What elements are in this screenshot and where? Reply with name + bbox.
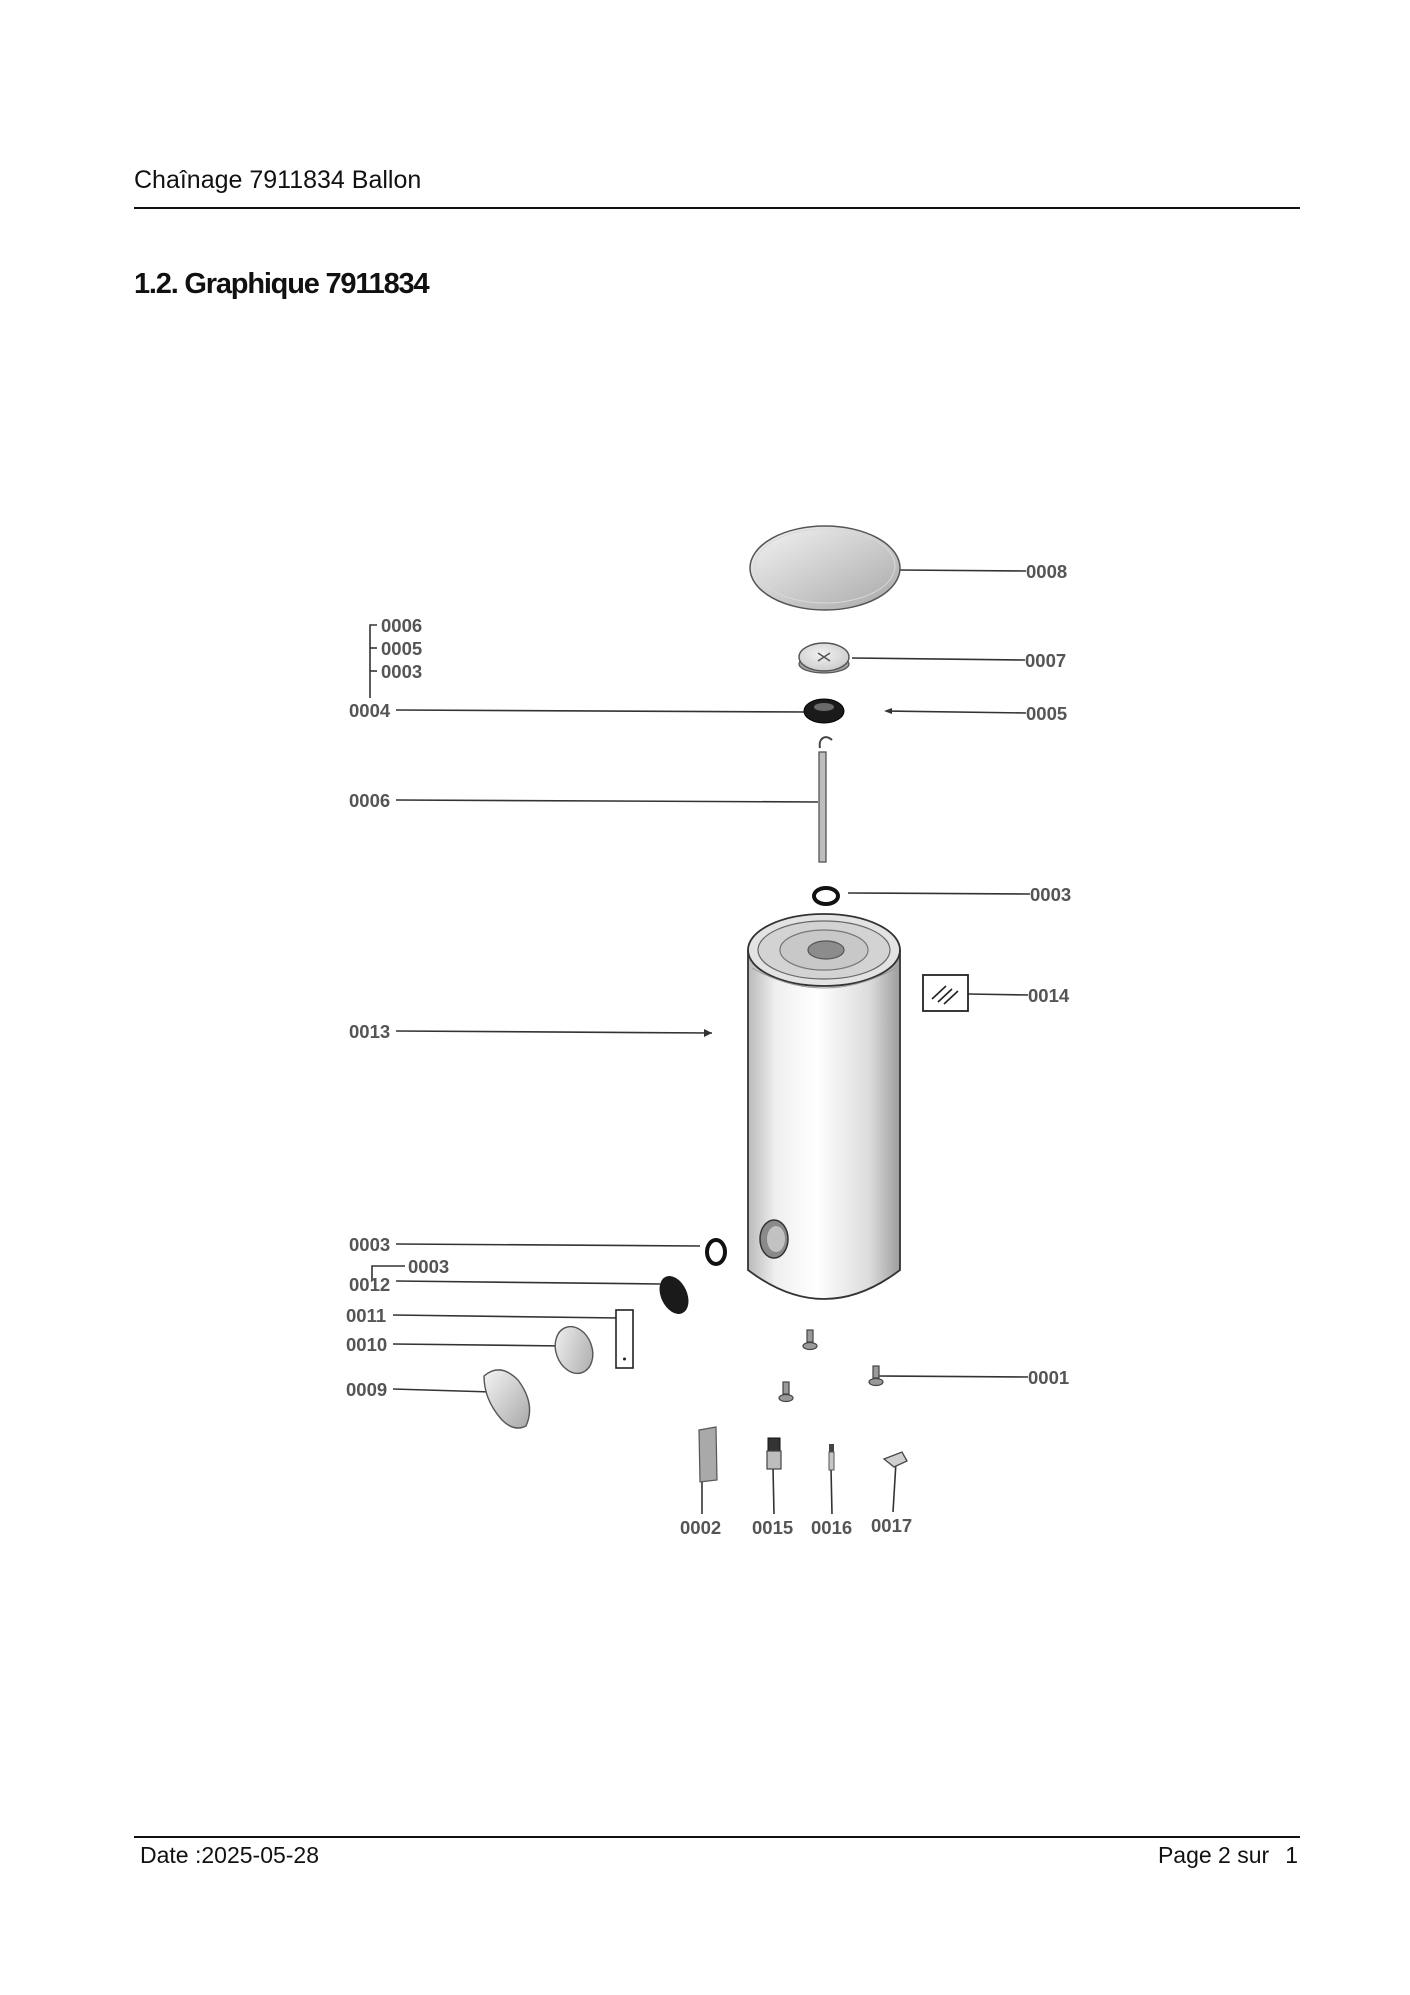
part-oring-top (814, 888, 838, 904)
part-gasket-black (804, 699, 844, 723)
callout-0008: 0008 (1026, 561, 1068, 582)
callout-0006-left: 0006 (349, 790, 391, 811)
section-heading: 1.2. Graphique 7911834 (134, 268, 429, 300)
part-probe (829, 1444, 834, 1470)
part-anode-cap (799, 643, 849, 673)
page-total: 1 (1285, 1842, 1298, 1868)
part-feet (779, 1330, 883, 1402)
page-label: Page 2 sur (1157, 1842, 1270, 1868)
footer-page-number (1158, 1842, 1298, 1869)
callout-0001: 0001 (1028, 1367, 1070, 1388)
callout-0017: 0017 (871, 1515, 913, 1536)
callout-0005-right: 0005 (1026, 703, 1068, 724)
callout-0015: 0015 (752, 1517, 794, 1538)
document-header-title: Chaînage 7911834 Ballon (134, 166, 422, 194)
part-small-plate (616, 1310, 633, 1368)
callout-0006-group: 0006 (381, 615, 423, 636)
callout-0011: 0011 (346, 1305, 387, 1326)
callout-0004: 0004 (349, 700, 391, 721)
part-flange-gasket (654, 1271, 694, 1318)
callout-0014: 0014 (1028, 985, 1070, 1006)
callout-0005-group: 0005 (381, 638, 423, 659)
part-tank-body (748, 914, 900, 1299)
part-oring-side (707, 1240, 725, 1264)
callout-0013: 0013 (349, 1021, 391, 1042)
leader-lines (370, 570, 1030, 1514)
part-thermostat (767, 1438, 781, 1469)
part-side-cover (484, 1370, 530, 1428)
part-label-sticker (923, 975, 968, 1011)
callout-0007: 0007 (1025, 650, 1067, 671)
callout-0016: 0016 (811, 1517, 853, 1538)
callout-0002: 0002 (680, 1517, 722, 1538)
callout-0003-right: 0003 (1030, 884, 1072, 905)
footer-divider (134, 1836, 1300, 1838)
footer-date: Date :2025-05-28 (140, 1842, 320, 1868)
part-clip (884, 1452, 907, 1467)
callout-0012: 0012 (349, 1274, 391, 1295)
part-anode-rod (819, 737, 832, 862)
callout-0003-left: 0003 (349, 1234, 391, 1255)
part-sheet (699, 1427, 717, 1482)
callout-0009: 0009 (346, 1379, 388, 1400)
part-top-cover (750, 526, 900, 610)
callout-0003-group: 0003 (381, 661, 423, 682)
part-flange-disc (549, 1321, 599, 1378)
callout-0003-sub: 0003 (408, 1256, 450, 1277)
callout-0010: 0010 (346, 1334, 388, 1355)
